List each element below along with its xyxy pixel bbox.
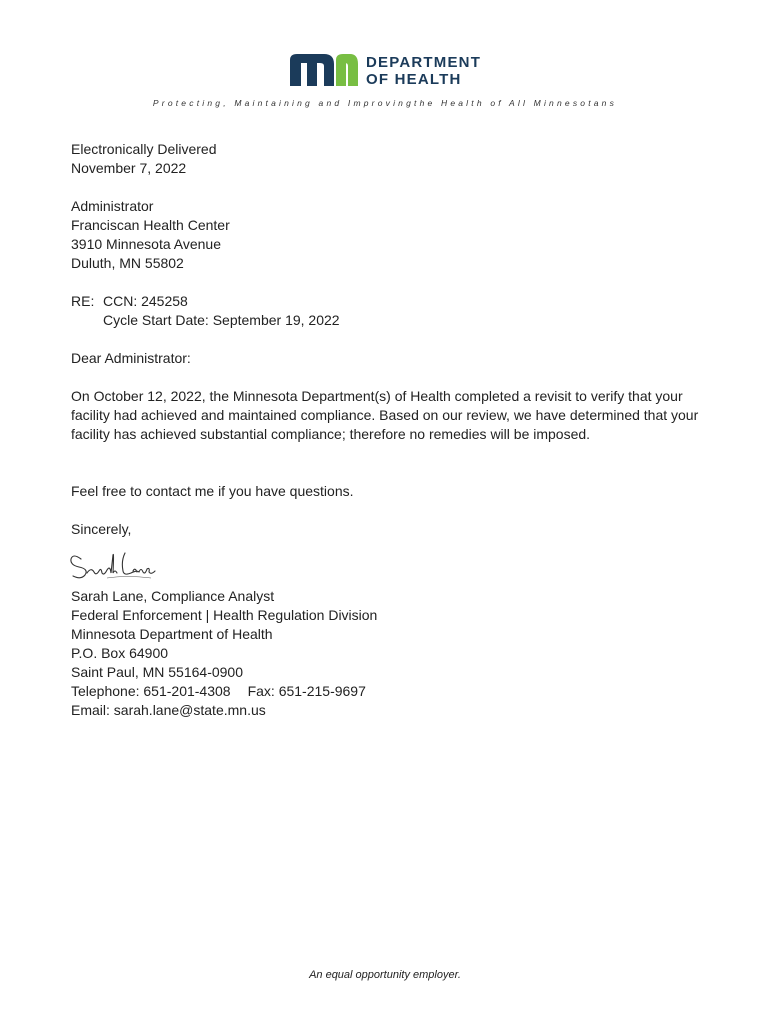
letter-paragraph-2: Feel free to contact me if you have questions. <box>71 483 354 499</box>
reference-label: RE: <box>71 293 95 309</box>
letter-paragraph-1: On October 12, 2022, the Minnesota Department(s) of Health completed a revisit to verify that your facility had achieved and maintained compliance. Based on our review, we have determined that your facility has achieved substantial compliance; therefore no remedies will be imposed. <box>71 388 699 442</box>
letter-body <box>71 140 711 720</box>
footer-text: An equal opportunity employer. <box>309 969 461 981</box>
sender-name-title: Sarah Lane, Compliance Analyst <box>71 588 275 604</box>
recipient-organization: Franciscan Health Center <box>71 217 230 233</box>
recipient-street: 3910 Minnesota Avenue <box>71 236 221 252</box>
sender-department: Minnesota Department of Health <box>71 626 273 642</box>
sender-po-box: P.O. Box 64900 <box>71 645 169 661</box>
recipient-address <box>71 197 711 273</box>
logo-text-line2: OF HEALTH <box>366 71 462 88</box>
delivery-method: Electronically Delivered <box>71 141 217 157</box>
letterhead-tagline: Protecting, Maintaining and Improvingthe Health of All Minnesotans <box>152 98 618 108</box>
salutation: Dear Administrator: <box>71 350 191 366</box>
reference-ccn: CCN: 245258 <box>103 293 188 309</box>
sender-division: Federal Enforcement | Health Regulation Division <box>71 607 378 623</box>
sender-email[interactable]: Email: sarah.lane@state.mn.us <box>71 702 266 718</box>
letter-date: November 7, 2022 <box>71 160 187 176</box>
sender-fax: Fax: 651-215-9697 <box>247 683 366 699</box>
closing: Sincerely, <box>71 521 132 537</box>
mn-logo-icon <box>290 52 490 88</box>
signature-image <box>71 545 711 583</box>
reference-block <box>71 292 711 330</box>
mdh-logo <box>290 52 490 88</box>
sender-block <box>71 587 711 720</box>
delivery-block <box>71 140 711 178</box>
recipient-title: Administrator <box>71 198 154 214</box>
handwritten-signature-icon <box>67 545 157 583</box>
recipient-city: Duluth, MN 55802 <box>71 255 184 271</box>
sender-phone-fax <box>71 682 711 701</box>
sender-city: Saint Paul, MN 55164-0900 <box>71 664 243 680</box>
logo-text-line1: DEPARTMENT <box>366 54 482 71</box>
sender-telephone: Telephone: 651-201-4308 <box>71 683 231 699</box>
reference-cycle: Cycle Start Date: September 19, 2022 <box>103 312 340 328</box>
